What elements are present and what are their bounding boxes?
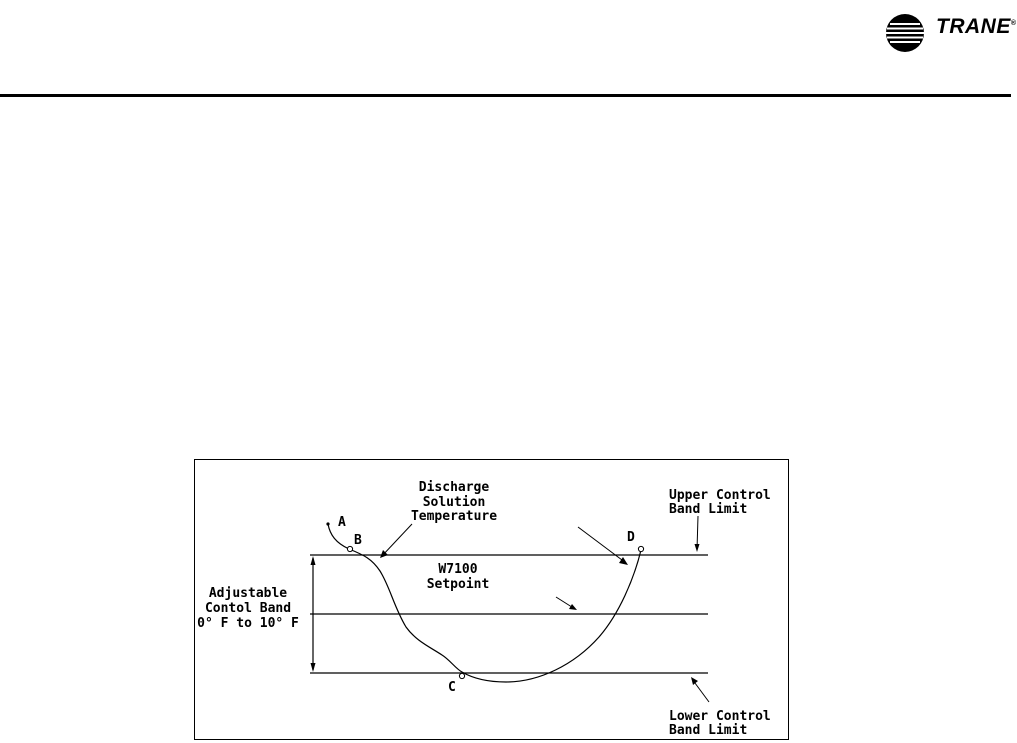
point-c-marker bbox=[459, 673, 464, 678]
lower-label-line2: Band Limit bbox=[669, 723, 748, 738]
point-a-label: A bbox=[338, 515, 346, 530]
lower-arrow-icon bbox=[691, 677, 698, 685]
band-label-line2: Contol Band bbox=[204, 601, 292, 616]
point-b-marker bbox=[347, 546, 352, 551]
setpoint-label-line1: W7100 bbox=[438, 562, 478, 577]
point-d-label: D bbox=[627, 530, 635, 545]
band-arrow-up-icon bbox=[311, 556, 316, 565]
discharge-temperature-curve bbox=[328, 524, 641, 682]
control-band-figure bbox=[194, 459, 789, 740]
point-d-marker bbox=[638, 546, 643, 551]
point-c-label: C bbox=[448, 680, 456, 695]
logo-text: TRANE bbox=[936, 15, 1011, 38]
upper-arrow-icon bbox=[695, 544, 700, 552]
upper-label-line2: Band Limit bbox=[669, 502, 748, 517]
discharge-label-line3: Temperature bbox=[410, 509, 498, 524]
setpoint-arrow-icon bbox=[569, 604, 577, 610]
setpoint-label-line2: Setpoint bbox=[426, 577, 490, 592]
header-rule bbox=[0, 94, 1011, 97]
band-label-line3: 0° F to 10° F bbox=[197, 616, 299, 631]
point-b-label: B bbox=[354, 533, 362, 548]
logo-wordmark bbox=[936, 13, 1017, 38]
discharge-leader-line bbox=[381, 524, 412, 557]
band-arrow-down-icon bbox=[311, 663, 316, 672]
lower-label-line1: Lower Control bbox=[669, 709, 771, 724]
discharge-label-line2: Solution bbox=[422, 495, 486, 510]
upper-label-line1: Upper Control bbox=[669, 488, 771, 503]
band-label-line1: Adjustable bbox=[208, 586, 288, 601]
d-leader-line bbox=[578, 527, 626, 563]
registered-mark: ® bbox=[1010, 20, 1017, 27]
discharge-label-line1: Discharge bbox=[418, 480, 490, 495]
point-a-marker bbox=[326, 522, 329, 525]
